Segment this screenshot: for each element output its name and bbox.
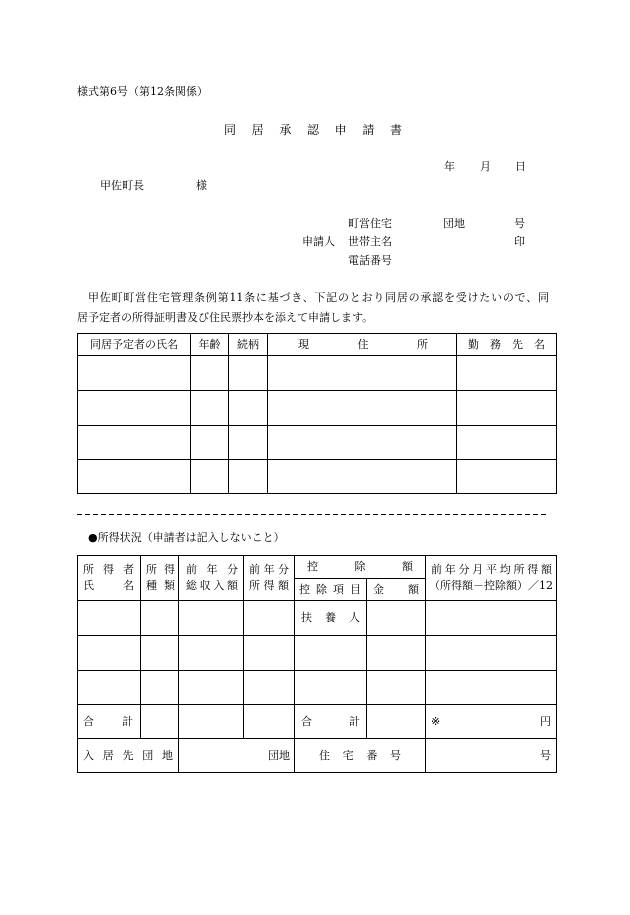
table-cell	[179, 705, 244, 739]
header-deduction-item	[295, 579, 367, 601]
income-table	[77, 555, 557, 773]
total-deduction-label-cell	[295, 705, 367, 739]
header-income-type-line-2: 種類	[146, 579, 175, 592]
age-cell	[191, 426, 229, 460]
monthly-average-total-cell	[426, 705, 557, 739]
address-cell	[268, 460, 457, 494]
unit-number-suffix: 号	[540, 748, 551, 762]
addressee-honorific: 様	[196, 179, 207, 192]
destination-row	[78, 739, 557, 773]
unit-number-label-cell	[295, 739, 426, 773]
header-income-line-1: 前年分	[249, 563, 289, 576]
income-header-row-1	[78, 556, 557, 579]
destination-label-cell	[78, 739, 179, 773]
header-deduction-amount	[367, 579, 426, 601]
yen-unit: 円	[540, 714, 551, 728]
table-cell	[295, 671, 367, 705]
monthly-average-total	[426, 714, 556, 730]
header-gross-line-1: 前年分	[186, 563, 238, 576]
body-paragraph-line-2: 居予定者の所得証明書及び住民票抄本を添えて申請します。	[77, 311, 374, 324]
table-row	[78, 636, 557, 671]
body-paragraph-line-1	[88, 291, 549, 305]
applicant-label: 申請人	[302, 235, 335, 248]
header-monthly-average-line-1: 前年分月平均所得額	[431, 563, 552, 576]
table-cell	[141, 636, 179, 671]
employer-cell	[457, 426, 557, 460]
table-cell	[141, 705, 179, 739]
table-cell	[179, 601, 244, 636]
age-cell	[191, 356, 229, 391]
table-cell	[141, 671, 179, 705]
header-income-type	[141, 556, 179, 601]
table-cell	[141, 601, 179, 636]
table-cell	[78, 671, 141, 705]
cohabitant-table	[77, 333, 557, 494]
cohabitant-name-cell	[78, 426, 191, 460]
table-row	[78, 601, 557, 636]
total-label: 合計	[83, 714, 133, 728]
header-employer-text: 勤務先名	[468, 337, 545, 351]
header-earner-line-1: 所得者	[83, 563, 134, 576]
unit-number-label: 住宅番号	[319, 748, 401, 762]
address-cell	[268, 426, 457, 460]
destination-label: 入居先団地	[83, 748, 173, 762]
header-income-line-2: 所得額	[249, 579, 289, 592]
relationship-cell	[229, 460, 268, 494]
form-title-text: 同居承認申請書	[224, 123, 402, 137]
table-cell	[244, 705, 295, 739]
dependents-label: 扶養人	[301, 611, 360, 624]
income-section-heading: ●所得状況（申請者は記入しないこと）	[88, 531, 285, 544]
header-current-address	[268, 334, 457, 356]
cohabitant-name-cell	[78, 391, 191, 426]
number-suffix: 号	[514, 217, 525, 230]
table-row	[78, 460, 557, 494]
header-gross-income	[179, 556, 244, 601]
complex-suffix: 団地	[443, 217, 465, 230]
header-deduction	[295, 556, 426, 579]
dependents-cell	[295, 601, 367, 636]
table-cell	[426, 671, 557, 705]
table-cell	[426, 636, 557, 671]
household-head-label: 世帯主名	[348, 235, 392, 248]
age-cell	[191, 460, 229, 494]
table-row	[78, 356, 557, 391]
table-cell	[179, 671, 244, 705]
note-mark: ※	[431, 714, 441, 728]
age-cell	[191, 391, 229, 426]
table-row	[78, 426, 557, 460]
header-deduction-item-text: 控除項目	[299, 582, 361, 596]
header-age: 年齢	[191, 334, 229, 356]
cohabitant-name-cell	[78, 460, 191, 494]
header-monthly-average	[426, 556, 557, 601]
date-year-label: 年	[444, 160, 455, 173]
total-deduction-label: 合計	[301, 714, 360, 728]
destination-complex-cell	[179, 739, 295, 773]
header-monthly-average-line-2: （所得額－控除額）／12	[429, 579, 553, 592]
header-income-amount	[244, 556, 295, 601]
cohabitant-name-cell	[78, 356, 191, 391]
table-cell	[78, 601, 141, 636]
unit-number-cell	[426, 739, 557, 773]
cohabitant-header-row	[78, 334, 557, 356]
employer-cell	[457, 460, 557, 494]
form-number: 様式第6号（第12条関係）	[77, 85, 208, 98]
table-cell	[295, 636, 367, 671]
form-title	[224, 122, 402, 138]
table-cell	[244, 636, 295, 671]
table-cell	[367, 601, 426, 636]
table-cell	[367, 636, 426, 671]
table-cell	[244, 671, 295, 705]
header-deduction-text: 控除額	[307, 560, 413, 573]
header-deduction-amount-text: 金額	[373, 582, 419, 596]
header-cohabitant-name: 同居予定者の氏名	[78, 334, 191, 356]
housing-label: 町営住宅	[348, 217, 392, 230]
seal-mark: 印	[514, 235, 525, 248]
total-row	[78, 705, 557, 739]
relationship-cell	[229, 391, 268, 426]
table-cell	[179, 636, 244, 671]
table-row	[78, 391, 557, 426]
address-cell	[268, 356, 457, 391]
phone-label: 電話番号	[348, 254, 392, 267]
dashed-separator	[77, 514, 548, 515]
destination-complex-suffix: 団地	[268, 748, 290, 762]
body-line-1-text: 甲佐町町営住宅管理条例第11条に基づき、下記のとおり同居の承認を受けたいので、同	[88, 291, 549, 304]
date-month-label: 月	[480, 160, 491, 173]
addressee-name: 甲佐町長	[100, 179, 144, 192]
header-relationship: 続柄	[229, 334, 268, 356]
relationship-cell	[229, 356, 268, 391]
table-cell	[78, 636, 141, 671]
header-earner-line-2: 氏名	[83, 579, 134, 592]
employer-cell	[457, 391, 557, 426]
address-cell	[268, 391, 457, 426]
header-earner-name	[78, 556, 141, 601]
table-cell	[367, 671, 426, 705]
employer-cell	[457, 356, 557, 391]
header-employer	[457, 334, 557, 356]
total-label-cell	[78, 705, 141, 739]
header-income-type-line-1: 所得	[146, 563, 175, 576]
header-gross-line-2: 総収入額	[186, 579, 238, 592]
table-cell	[426, 601, 557, 636]
date-day-label: 日	[515, 160, 526, 173]
table-cell	[367, 705, 426, 739]
relationship-cell	[229, 426, 268, 460]
header-current-address-text: 現住所	[298, 337, 428, 351]
table-row	[78, 671, 557, 705]
table-cell	[244, 601, 295, 636]
